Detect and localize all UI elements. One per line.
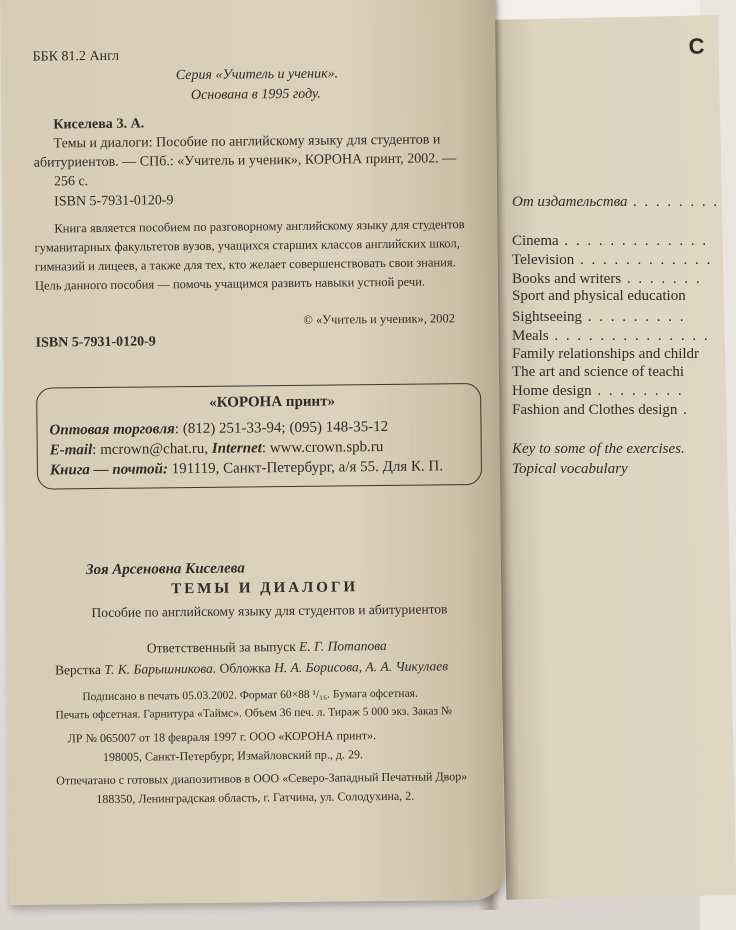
toc-item-cinema: Cinema . . . . . . . . . . . . . — [512, 233, 709, 249]
toc-label: Cinema — [512, 233, 559, 249]
license-line-2: 198005, Санкт-Петербург, Измайловский пр., д. 29. — [102, 747, 364, 764]
bbk-code: ББК 81.2 Англ — [32, 48, 120, 65]
responsible-name: Е. Г. Потапова — [299, 637, 387, 654]
toc-label: Fashion and Clothes design — [512, 402, 678, 418]
cover-name: Н. А. Борисова, А. А. Чикулаев — [273, 658, 449, 676]
responsible-line — [147, 638, 387, 657]
mail-order-label: Книга — почтой: — [49, 461, 169, 479]
print-details-1: Подписано в печать 05.03.2002. Формат 60×88 ¹/₁₆. Бумага офсетная. — [82, 687, 418, 704]
series-line-2: Основана в 1995 году. — [190, 86, 321, 104]
isbn-small: ISBN 5-7931-0120-9 — [54, 193, 174, 210]
printed-by-line-1: Отпечатано с готовых диапозитивов в ООО «Северо-Западный Печатный Двор» — [56, 769, 468, 788]
abstract-line-4: Цель данного пособия — помочь учащимся развить навыки устной речи. — [34, 274, 426, 293]
toc-item-teaching: The art and science of teachi — [512, 364, 684, 380]
toc-label: Sightseeing — [512, 309, 582, 325]
layout-label: Верстка — [54, 661, 102, 678]
wholesale-label: Оптовая торговля — [49, 421, 175, 439]
series-line-1: Серия «Учитель и ученик». — [175, 66, 339, 84]
responsible-label: Ответственный за выпуск — [146, 638, 296, 656]
internet-address: : www.crown.spb.ru — [261, 439, 384, 457]
print-details-2: Печать офсетная. Гарнитура «Таймс». Объем 36 печ. л. Тираж 5 000 экз. Заказ № — [55, 705, 452, 722]
toc-item-family: Family relationships and childr — [512, 346, 700, 362]
book-title: ТЕМЫ И ДИАЛОГИ — [171, 579, 359, 598]
toc-item-meals: Meals . . . . . . . . . . . . . . — [512, 328, 710, 344]
toc-item-from-publisher: От издательства . . . . . . . . — [512, 194, 720, 210]
copyright-line: © «Учитель и ученик», 2002 — [303, 311, 456, 327]
layout-name: Т. К. Барышникова. — [104, 660, 217, 677]
email-address: : mcrown@chat.ru, — [92, 440, 212, 459]
toc-item-television: Television . . . . . . . . . . . . — [512, 252, 713, 268]
mail-order-address: 191119, Санкт-Петербург, а/я 55. Для К. П. — [167, 458, 444, 478]
credits-line — [55, 658, 448, 678]
toc-label: От издательства — [512, 194, 628, 210]
isbn-bold: ISBN 5-7931-0120-9 — [35, 334, 156, 351]
abstract-line-2: гуманитарных факультетов вузов, учащихся старших классов английских школ, — [34, 236, 460, 255]
abstract-line-3: гимназий и лицеев, а также для тех, кто желает совершенствовать свои знания. — [34, 255, 456, 274]
toc-label: Television — [512, 252, 575, 268]
wholesale-line — [49, 418, 468, 439]
internet-label: Internet — [211, 440, 262, 457]
toc-label: Books and writers — [512, 271, 622, 287]
description-line-3: 256 с. — [53, 174, 89, 190]
book-subtitle: Пособие по английскому языку для студентов и абитуриентов — [91, 601, 448, 621]
toc-item-vocabulary: Topical vocabulary — [512, 461, 628, 477]
abstract-line-1: Книга является пособием по разговорному английскому языку для студентов — [54, 217, 465, 236]
publisher-contact-box — [36, 383, 482, 490]
author-short: Киселева З. А. — [53, 116, 145, 133]
toc-item-home-design: Home design . . . . . . . . — [512, 383, 684, 399]
author-full: Зоя Арсеновна Киселева — [85, 560, 245, 579]
printed-by-line-2: 188350, Ленинградская область, г. Гатчина, ул. Солодухина, 2. — [96, 788, 415, 807]
toc-item-sightseeing: Sightseeing . . . . . . . . . — [512, 309, 686, 325]
toc-item-sport: Sport and physical education — [512, 288, 686, 304]
email-label: E-mail — [49, 442, 93, 459]
wholesale-phones: : (812) 251-33-94; (095) 148-35-12 — [174, 418, 389, 438]
mail-order-line — [50, 458, 469, 479]
toc-label: Meals — [512, 328, 549, 344]
toc-item-books: Books and writers . . . . . . . — [512, 271, 702, 287]
license-line-1: ЛР № 065007 от 18 февраля 1997 г. ООО «КОРОНА принт». — [67, 728, 377, 746]
toc-item-fashion: Fashion and Clothes design . — [512, 402, 689, 418]
publisher-name: «КОРОНА принт» — [209, 393, 336, 411]
toc-item-key: Key to some of the exercises. — [512, 441, 687, 457]
toc-label: Key to some of the exercises — [512, 441, 681, 457]
right-page-corner-letter: С — [688, 33, 705, 59]
cover-label: Обложка — [219, 660, 271, 676]
email-line — [50, 438, 469, 459]
description-line-2: абитуриентов. — СПб.: «Учитель и ученик», КОРОНА принт, 2002. — — [33, 151, 457, 171]
description-line-1: Темы и диалоги: Пособие по английскому языку для студентов и — [53, 132, 441, 152]
toc-label: Home design — [512, 383, 592, 399]
